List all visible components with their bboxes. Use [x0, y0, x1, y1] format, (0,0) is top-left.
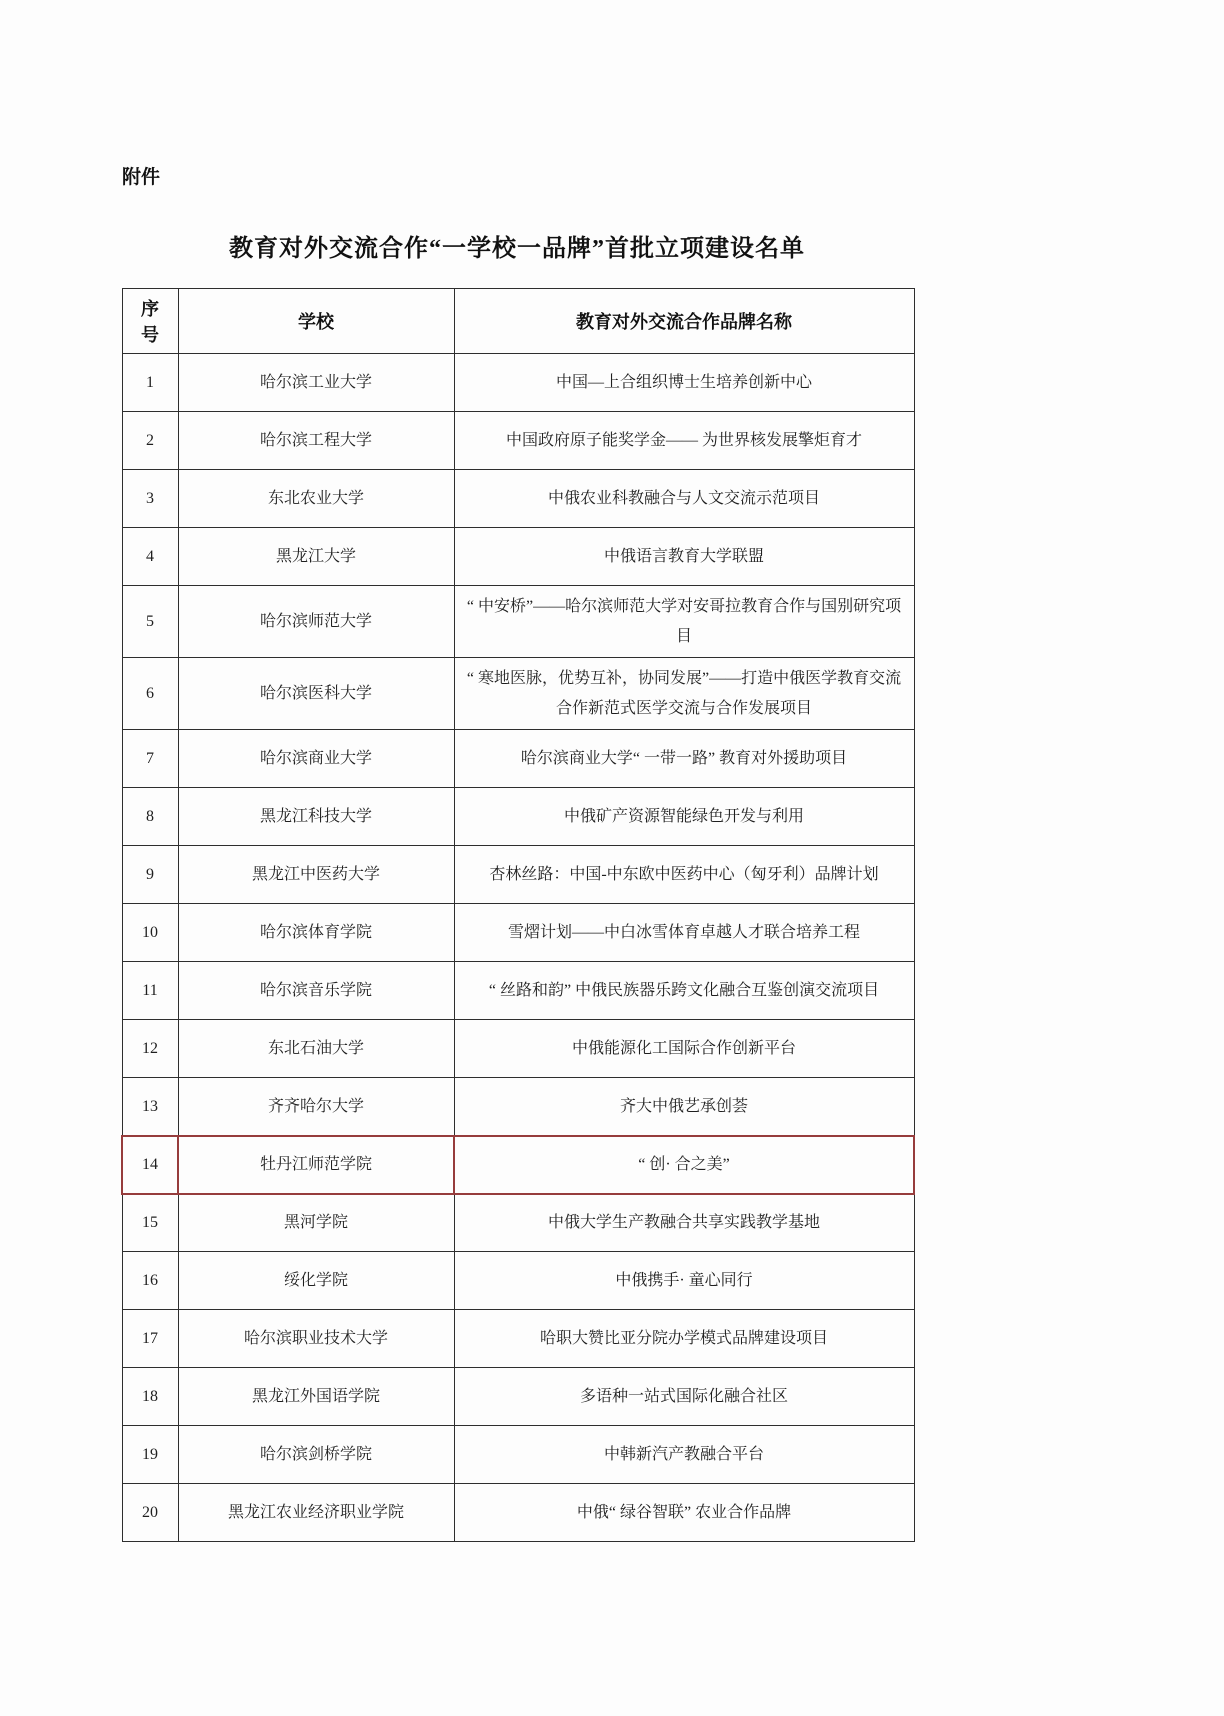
- table-row: [122, 658, 914, 730]
- cell-brand: 中俄能源化工国际合作创新平台: [454, 1020, 914, 1078]
- cell-brand: 中国—上合组织博士生培养创新中心: [454, 354, 914, 412]
- cell-school: 东北石油大学: [178, 1020, 454, 1078]
- table-row: [122, 1426, 914, 1484]
- cell-school: 东北农业大学: [178, 470, 454, 528]
- cell-school: 黑龙江中医药大学: [178, 846, 454, 904]
- cell-no: 15: [122, 1194, 178, 1252]
- table-row: [122, 1252, 914, 1310]
- cell-brand: 中俄农业科教融合与人文交流示范项目: [454, 470, 914, 528]
- cell-no: 1: [122, 354, 178, 412]
- cell-no: 9: [122, 846, 178, 904]
- cell-school: 哈尔滨剑桥学院: [178, 1426, 454, 1484]
- attachment-label: 附件: [122, 167, 161, 188]
- table-row: [122, 846, 914, 904]
- cell-school: 牡丹江师范学院: [178, 1136, 454, 1194]
- cell-brand: “ 丝路和韵” 中俄民族器乐跨文化融合互鉴创演交流项目: [454, 962, 914, 1020]
- cell-school: 哈尔滨师范大学: [178, 586, 454, 658]
- column-header-school: 学校: [178, 289, 454, 354]
- table-row: [122, 904, 914, 962]
- cell-no: 3: [122, 470, 178, 528]
- brands-table: [121, 288, 915, 1542]
- cell-brand: “ 创· 合之美”: [454, 1136, 914, 1194]
- cell-brand: 中俄大学生产教融合共享实践教学基地: [454, 1194, 914, 1252]
- table-row-highlighted: [122, 1136, 914, 1194]
- cell-school: 哈尔滨体育学院: [178, 904, 454, 962]
- table-row: [122, 1310, 914, 1368]
- cell-brand: 中俄“ 绿谷智联” 农业合作品牌: [454, 1484, 914, 1542]
- table-row: [122, 412, 914, 470]
- cell-no: 17: [122, 1310, 178, 1368]
- table-header: [122, 289, 914, 354]
- table-row: [122, 586, 914, 658]
- cell-school: 哈尔滨职业技术大学: [178, 1310, 454, 1368]
- cell-school: 哈尔滨商业大学: [178, 730, 454, 788]
- table-row: [122, 1484, 914, 1542]
- cell-brand: 中俄语言教育大学联盟: [454, 528, 914, 586]
- cell-no: 19: [122, 1426, 178, 1484]
- cell-brand: 雪熠计划——中白冰雪体育卓越人才联合培养工程: [454, 904, 914, 962]
- cell-no: 2: [122, 412, 178, 470]
- cell-school: 哈尔滨工业大学: [178, 354, 454, 412]
- cell-school: 黑河学院: [178, 1194, 454, 1252]
- cell-school: 哈尔滨工程大学: [178, 412, 454, 470]
- cell-school: 黑龙江外国语学院: [178, 1368, 454, 1426]
- table-row: [122, 1078, 914, 1136]
- cell-brand: 齐大中俄艺承创荟: [454, 1078, 914, 1136]
- cell-no: 16: [122, 1252, 178, 1310]
- table-row: [122, 470, 914, 528]
- cell-brand: 哈尔滨商业大学“ 一带一路” 教育对外援助项目: [454, 730, 914, 788]
- cell-brand: 中韩新汽产教融合平台: [454, 1426, 914, 1484]
- table-row: [122, 1194, 914, 1252]
- cell-brand: 中俄矿产资源智能绿色开发与利用: [454, 788, 914, 846]
- header-row: [122, 289, 914, 354]
- cell-no: 18: [122, 1368, 178, 1426]
- cell-brand: “ 寒地医脉，优势互补，协同发展”——打造中俄医学教育交流合作新范式医学交流与合作发展项目: [454, 658, 914, 730]
- cell-no: 10: [122, 904, 178, 962]
- cell-no: 13: [122, 1078, 178, 1136]
- cell-no: 8: [122, 788, 178, 846]
- cell-brand: 多语种一站式国际化融合社区: [454, 1368, 914, 1426]
- cell-no: 12: [122, 1020, 178, 1078]
- page-title: 教育对外交流合作“一学校一品牌”首批立项建设名单: [229, 236, 805, 262]
- cell-no: 4: [122, 528, 178, 586]
- cell-school: 哈尔滨医科大学: [178, 658, 454, 730]
- cell-brand: 中俄携手· 童心同行: [454, 1252, 914, 1310]
- table-row: [122, 788, 914, 846]
- column-header-no: 序号: [122, 289, 178, 354]
- cell-school: 黑龙江大学: [178, 528, 454, 586]
- cell-brand: 杏林丝路：中国-中东欧中医药中心（匈牙利）品牌计划: [454, 846, 914, 904]
- cell-school: 哈尔滨音乐学院: [178, 962, 454, 1020]
- table-body: [122, 354, 914, 1542]
- cell-school: 绥化学院: [178, 1252, 454, 1310]
- cell-school: 黑龙江科技大学: [178, 788, 454, 846]
- table-row: [122, 730, 914, 788]
- cell-brand: 哈职大赞比亚分院办学模式品牌建设项目: [454, 1310, 914, 1368]
- cell-no: 11: [122, 962, 178, 1020]
- cell-school: 齐齐哈尔大学: [178, 1078, 454, 1136]
- table-row: [122, 1020, 914, 1078]
- table-row: [122, 1368, 914, 1426]
- table-row: [122, 528, 914, 586]
- table-row: [122, 354, 914, 412]
- cell-brand: 中国政府原子能奖学金—— 为世界核发展擎炬育才: [454, 412, 914, 470]
- cell-no: 14: [122, 1136, 178, 1194]
- cell-school: 黑龙江农业经济职业学院: [178, 1484, 454, 1542]
- cell-no: 7: [122, 730, 178, 788]
- column-header-brand: 教育对外交流合作品牌名称: [454, 289, 914, 354]
- cell-brand: “ 中安桥”——哈尔滨师范大学对安哥拉教育合作与国别研究项目: [454, 586, 914, 658]
- cell-no: 5: [122, 586, 178, 658]
- cell-no: 20: [122, 1484, 178, 1542]
- table-row: [122, 962, 914, 1020]
- cell-no: 6: [122, 658, 178, 730]
